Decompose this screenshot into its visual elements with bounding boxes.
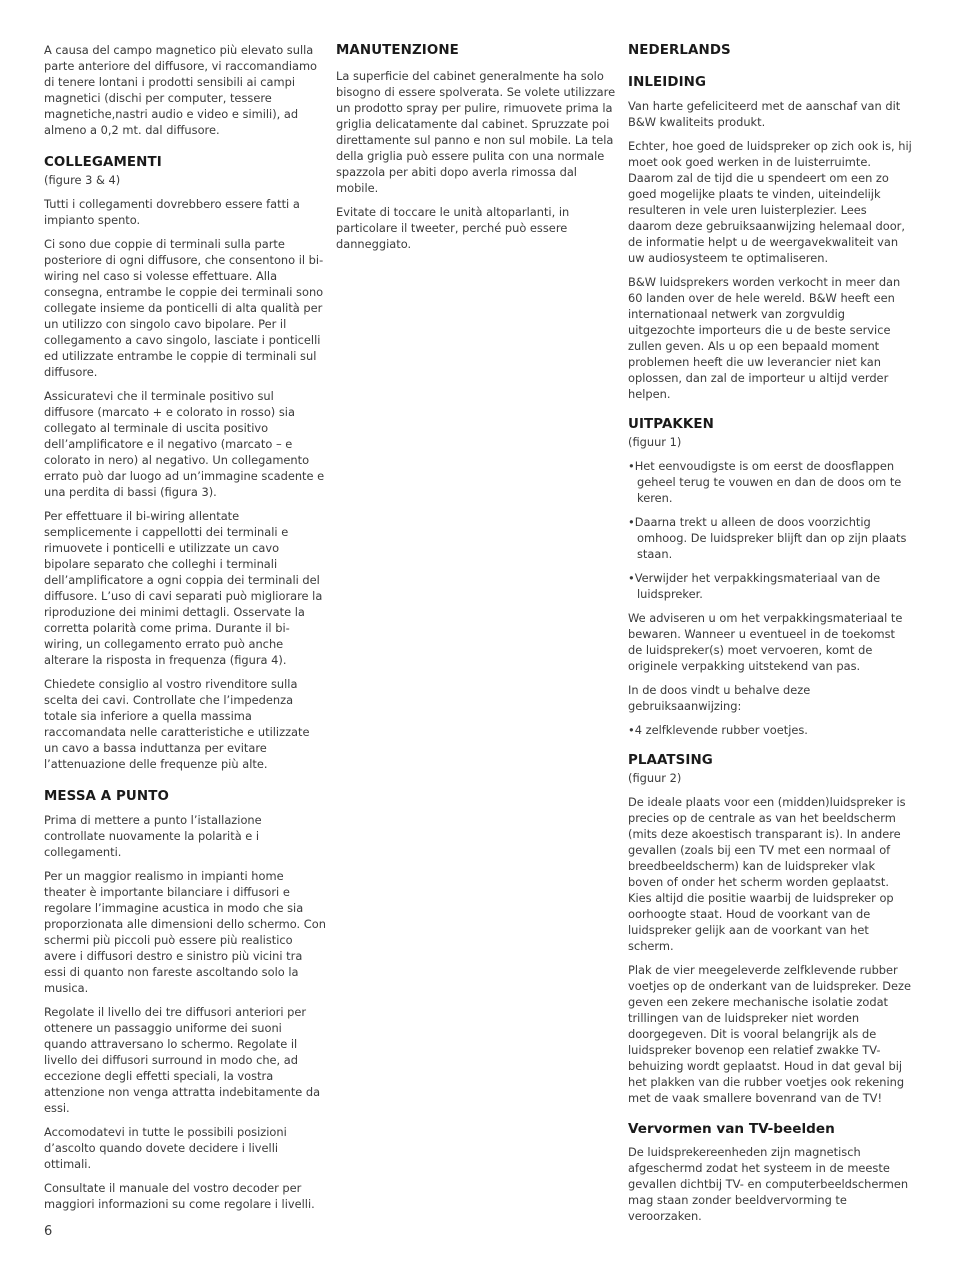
column-italian-1 xyxy=(44,42,326,1220)
heading-inleiding: INLEIDING xyxy=(628,75,707,90)
paragraph: Echter, hoe goed de luidspreker op zich ook is, hij moet ook goed werken in de luisterruimte. Daarom zal de tijd die u spendeert om een zo goed mogelijke plaats te vinden, uiteindelijk resulteren in vele uren luisterplezier. Lees daarom deze gebruiksaanwijzing helemaal door, de informatie helpt u de weergavekwaliteit van uw audiosysteem te optimaliseren. xyxy=(628,139,912,265)
paragraph: Ci sono due coppie di terminali sulla parte posteriore di ogni diffusore, che consentono il bi-wiring nel caso si volesse effettuare. Alla consegna, entrambe le coppie dei terminali sono collegate insieme da ponticelli di alta qualità per un utilizzo con singolo cavo bipolare. Per il collegamento a cavo singolo, lasciate i ponticelli ed utilizzate entrambe le coppie di terminali sul diffusore. xyxy=(44,237,324,379)
heading-vervormen: Vervormen van TV-beelden xyxy=(628,1121,835,1137)
paragraph: Evitate di toccare le unità altoparlanti, in particolare il tweeter, perché può essere danneggiato. xyxy=(336,205,570,251)
bullet-item: •Het eenvoudigste is om eerst de doosflappen geheel terug te vouwen en dan de doos om te keren. xyxy=(628,459,902,505)
paragraph: We adviseren u om het verpakkingsmateriaal te bewaren. Wanneer u eventueel in de toekomst de luidspreker(s) moet vervoeren, komt de originele verpakking uitstekend van pas. xyxy=(628,611,903,673)
bullet-item: •Verwijder het verpakkingsmateriaal van de luidspreker. xyxy=(628,571,881,601)
heading-manutenzione: MANUTENZIONE xyxy=(336,43,459,58)
paragraph: Plak de vier meegeleverde zelfklevende rubber voetjes op de onderkant van de luidspreker. Deze geven een zekere mechanische isolatie zodat trillingen van de luidspreker niet worden doorgegeven. Dit is vooral belangrijk als de luidspreker bovenop een relatief zwakke TV-behuizing wordt geplaatst. Houd in dat geval bij het plakken van die rubber voetjes ook rekening met de vaak smallere bovenrand van de TV! xyxy=(628,963,912,1105)
paragraph: De luidsprekereenheden zijn magnetisch afgeschermd zodat het systeem in de meeste gevallen dichtbij TV- en computerbeeldschermen mag staan zonder beeldvervorming te veroorzaken. xyxy=(628,1145,909,1223)
intro-paragraph: A causa del campo magnetico più elevato sulla parte anteriore del diffusore, vi raccomandiamo di tenere lontani i prodotti sensibili ai campi magnetici (dischi per computer, tessere magnetiche,nastri audio e video e simili), ad almeno a 0,2 mt. dal diffusore. xyxy=(44,43,318,137)
heading-collegamenti: COLLEGAMENTI xyxy=(44,155,162,170)
column-dutch xyxy=(628,42,912,1232)
paragraph: B&W luidsprekers worden verkocht in meer dan 60 landen over de hele wereld. B&W heeft een internationaal netwerk van zorgvuldig uitgezochte importeurs die u de beste service zullen geven. Als u op een bepaald moment problemen heeft die uw leverancier niet kan oplossen, dan zal de importeur u altijd verder helpen. xyxy=(628,275,901,401)
paragraph: La superficie del cabinet generalmente ha solo bisogno di essere spolverata. Se volete utilizzare un prodotto spray per pulire, rimuovete prima la griglia delicatamente dal cabinet. Spruzzate poi direttamente sul panno e non sul mobile. La tela della griglia può essere pulita con una normale spazzola per abiti dopo averla rimossa dal mobile. xyxy=(336,69,616,195)
paragraph: Regolate il livello dei tre diffusori anteriori per ottenere un passaggio uniforme dei suoni quando attraversano lo schermo. Regolate il livello dei diffusori surround in modo che, ad eccezione degli effetti speciali, la vostra attenzione non venga attratta indebitamente da essi. xyxy=(44,1005,321,1115)
heading-plaatsing: PLAATSING xyxy=(628,753,713,768)
paragraph: Assicuratevi che il terminale positivo sul diffusore (marcato + e colorato in rosso) sia collegato al terminale di uscita positivo dell’amplificatore e il negativo (marcato – e colorato in nero) al negativo. Un collegamento errato può dar luogo ad un’immagine scadente e una perdita di bassi (figura 3). xyxy=(44,389,325,499)
page-number: 6 xyxy=(44,1224,53,1239)
subheading-plaatsing: (figuur 2) xyxy=(628,771,682,785)
paragraph: Van harte gefeliciteerd met de aanschaf van dit B&W kwaliteits produkt. xyxy=(628,99,901,129)
subheading-collegamenti: (figure 3 & 4) xyxy=(44,173,121,187)
heading-messa-a-punto: MESSA A PUNTO xyxy=(44,789,169,804)
subheading-uitpakken: (figuur 1) xyxy=(628,435,682,449)
paragraph: Chiedete consiglio al vostro rivenditore sulla scelta dei cavi. Controllate che l’impedenza totale sia inferiore a quella massima raccomandata nelle caratteristiche e utilizzate un cavo a bassa induttanza per evitare l’attenuazione delle frequenze più alte. xyxy=(44,677,310,771)
bullet-item: •4 zelfklevende rubber voetjes. xyxy=(628,723,808,737)
bullet-item: •Daarna trekt u alleen de doos voorzichtig omhoog. De luidspreker blijft dan op zijn plaats staan. xyxy=(628,515,907,561)
paragraph: Accomodatevi in tutte le possibili posizioni d’ascolto quando dovete decidere i livelli ottimali. xyxy=(44,1125,287,1171)
heading-uitpakken: UITPAKKEN xyxy=(628,417,714,432)
paragraph: Tutti i collegamenti dovrebbero essere fatti a impianto spento. xyxy=(44,197,300,227)
paragraph: In de doos vindt u behalve deze gebruiksaanwijzing: xyxy=(628,683,811,713)
paragraph: De ideale plaats voor een (midden)luidspreker is precies op de centrale as van het beeldscherm (mits deze akoestisch transparant is). In andere gevallen (zoals bij een TV met een normaal of breedbeeldscherm) kan de luidspreker vlak boven of onder het scherm worden geplaatst. Kies altijd die positie waarbij de luidspreker op oorhoogte staat. Houd de voorkant van de luidspreker gelijk aan de voorkant van het scherm. xyxy=(628,795,906,953)
paragraph: Consultate il manuale del vostro decoder per maggiori informazioni su come regolare i livelli. xyxy=(44,1181,315,1211)
column-italian-2 xyxy=(336,42,618,260)
paragraph: Prima di mettere a punto l’istallazione controllate nuovamente la polarità e i collegamenti. xyxy=(44,813,262,859)
paragraph: Per un maggior realismo in impianti home theater è importante bilanciare i diffusori e regolare l’immagine acustica in modo che sia proporzionata alle dimensioni dello schermo. Con schermi più piccoli può essere più realistico avere i diffusori destro e sinistro più vicini tra essi di quanto non fareste ascoltando solo la musica. xyxy=(44,869,326,995)
heading-language: NEDERLANDS xyxy=(628,43,731,58)
paragraph: Per effettuare il bi-wiring allentate semplicemente i cappellotti dei terminali e rimuovete i ponticelli e utilizzate un cavo bipolare separato che colleghi i terminali dell’amplificatore a ogni coppia dei terminali del diffusore. L’uso di cavi separati può migliorare la riproduzione dei minimi dettagli. Osservate la corretta polarità come prima. Durante il bi-wiring, un collegamento errato può anche alterare la risposta in frequenza (figura 4). xyxy=(44,509,323,667)
